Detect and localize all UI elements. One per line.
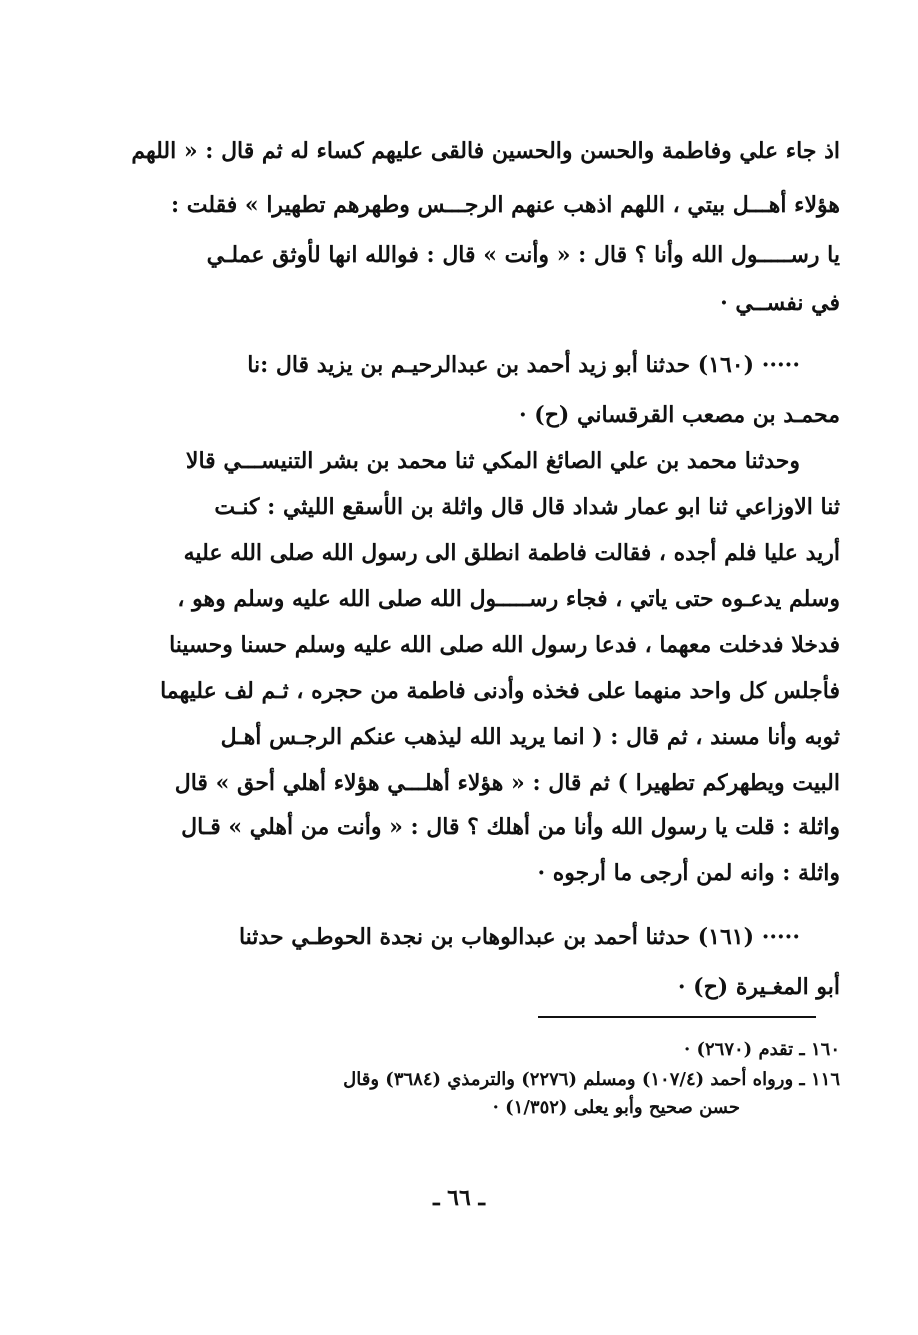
text-line: فأجلس كل واحد منهما على فخذه وأدنى فاطمة من حجره ، ثـم لف عليهما <box>160 678 840 704</box>
text-line: ثوبه وأنا مسند ، ثم قال : ( انما يريد الله ليذهب عنكم الرجـس أهـل <box>220 724 840 750</box>
text-line: أريد عليا فلم أجده ، فقالت فاطمة انطلق الى رسول الله صلى الله عليه <box>183 540 840 566</box>
text-line: وحدثنا محمد بن علي الصائغ المكي ثنا محمد بن بشر التنيســـي قالا <box>185 448 800 474</box>
text-line: في نفســي · <box>720 290 840 316</box>
footnote-divider <box>538 1016 816 1018</box>
text-line: فدخلا فدخلت معهما ، فدعا رسول الله صلى الله عليه وسلم حسنا وحسينا <box>169 632 840 658</box>
text-line: اذ جاء علي وفاطمة والحسن والحسين فالقى عليهم كساء له ثم قال : « اللهم <box>131 138 840 164</box>
hadith-heading: ····· (١٦١) حدثنا أحمد بن عبدالوهاب بن نجدة الحوطـي حدثنا <box>238 924 800 950</box>
footnote-line: ١١٦ ـ ورواه أحمد (١٠٧/٤) ومسلم (٢٢٧٦) والترمذي (٣٦٨٤) وقال <box>343 1069 840 1090</box>
text-line: البيت ويطهركم تطهيرا ) ثم قال : « هؤلاء أهلـــي هؤلاء أهلي أحق » قال <box>174 770 840 796</box>
footnote-line: حسن صحيح وأبو يعلى (١/٣٥٢) · <box>492 1097 740 1118</box>
text-line: يا رســـــول الله وأنا ؟ قال : « وأنت » قال : فوالله انها لأوثق عملـي <box>206 242 840 268</box>
page-number: ـ ٦٦ ـ <box>433 1185 485 1211</box>
text-line: أبو المغـيرة (ح) · <box>677 974 840 1000</box>
text-line: واثلة : وانه لمن أرجى ما أرجوه · <box>537 860 840 886</box>
text-line: محمـد بن مصعب القرقساني (ح) · <box>518 402 840 428</box>
footnote-line: ١٦٠ ـ تقدم (٢٦٧٠) · <box>683 1039 840 1060</box>
hadith-heading: ····· (١٦٠) حدثنا أبو زيد أحمد بن عبدالرحيـم بن يزيد قال :نا <box>247 352 800 378</box>
text-line: هؤلاء أهـــل بيتي ، اللهم اذهب عنهم الرجـــس وطهرهم تطهيرا » فقلت : <box>170 192 840 218</box>
text-line: ثنا الاوزاعي ثنا ابو عمار شداد قال قال واثلة بن الأسقع الليثي : كنـت <box>214 494 840 520</box>
text-line: واثلة : قلت يا رسول الله وأنا من أهلك ؟ قال : « وأنت من أهلي » قـال <box>181 814 840 840</box>
text-line: وسلم يدعـوه حتى ياتي ، فجاء رســـــول الله صلى الله عليه وسلم وهو ، <box>177 586 840 612</box>
